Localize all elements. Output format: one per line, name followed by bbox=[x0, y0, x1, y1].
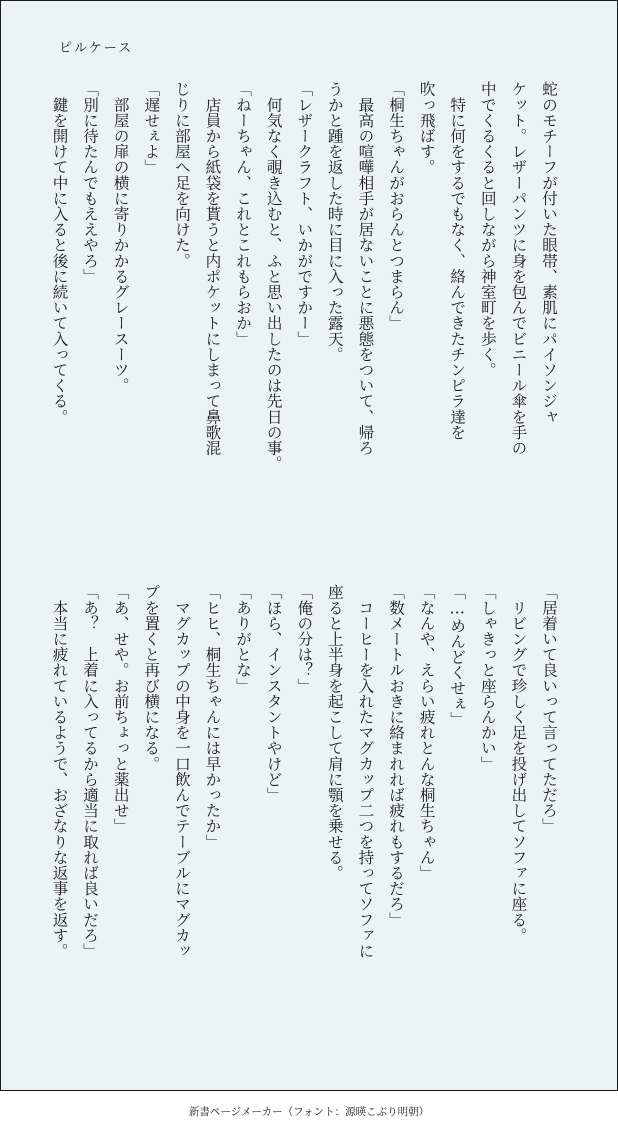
text-line: 「なんや、えらい疲れとんな桐生ちゃん」 bbox=[417, 584, 436, 881]
text-line: 吹っ飛ばす。 bbox=[417, 81, 436, 175]
text-line: ケット。レザーパンツに身を包んでビニール傘を手の bbox=[509, 81, 528, 456]
text-line: 「桐生ちゃんがおらんとつまらん」 bbox=[387, 81, 406, 331]
text-line: うかと踵を返した時に目に入った露天。 bbox=[325, 81, 344, 362]
text-line: 「数メートルおきに絡まれれば疲れもするだろ」 bbox=[387, 584, 406, 928]
text-line: 「あ？ 上着に入ってるから適当に取れば良いだろ」 bbox=[81, 584, 100, 959]
text-line: 「しゃきっと座らんかい」 bbox=[478, 584, 497, 772]
text-line: 特に何をするでもなく、絡んできたチンピラ達を bbox=[448, 81, 467, 440]
text-line: 「遅せぇよ」 bbox=[142, 81, 161, 175]
text-line: 中でくるくると回しながら神室町を歩く。 bbox=[478, 81, 497, 378]
text-line: 「…めんどくせぇ」 bbox=[448, 584, 467, 727]
text-line: 「居着いて良いって言ってただろ」 bbox=[540, 584, 558, 834]
text-line: 「俺の分は？」 bbox=[295, 584, 314, 694]
running-title: ピルケース bbox=[59, 41, 134, 56]
text-line: 「ほら、インスタントやけど」 bbox=[264, 584, 283, 803]
text-line: 「あ、せや。お前ちょっと薬出せ」 bbox=[111, 584, 130, 834]
text-line: コーヒーを入れたマグカップ二つを持ってソファに bbox=[356, 584, 375, 959]
text-line: プを置くと再び横になる。 bbox=[142, 584, 161, 772]
text-line: 部屋の扉の横に寄りかかるグレースーツ。 bbox=[111, 81, 130, 393]
text-line: 何気なく覗き込むと、ふと思い出したのは先日の事。 bbox=[264, 81, 283, 471]
text-line: 店員から紙袋を貰うと内ポケットにしまって鼻歌混 bbox=[203, 81, 222, 456]
generator-credit: 新書ページメーカー（フォント：源暎こぶり明朝） bbox=[188, 1106, 430, 1118]
lower-text-column bbox=[50, 584, 563, 1089]
text-line: 本当に疲れているようで、おざなりな返事を返す。 bbox=[50, 584, 69, 959]
text-line: 「ありがとな」 bbox=[234, 584, 253, 694]
text-line: 鍵を開けて中に入ると後に続いて入ってくる。 bbox=[50, 81, 69, 425]
text-line: 「別に待たんでもええやろ」 bbox=[81, 81, 100, 284]
text-line: マグカップの中身を一口飲んでテーブルにマグカッ bbox=[172, 584, 191, 959]
text-line: リビングで珍しく足を投げ出してソファに座る。 bbox=[509, 584, 528, 943]
text-line: 座ると上半身を起こして肩に顎を乗せる。 bbox=[325, 584, 344, 881]
text-line: じりに部屋へ足を向けた。 bbox=[172, 81, 191, 269]
text-line: 「レザークラフト、いかがですかー」 bbox=[295, 81, 314, 347]
text-line: 最高の喧嘩相手が居ないことに悪態をついて、帰ろ bbox=[356, 81, 375, 456]
text-line: 「ヒヒ、桐生ちゃんには早かったか」 bbox=[203, 584, 222, 850]
text-line: 蛇のモチーフが付いた眼帯、素肌にパイソンジャ bbox=[540, 81, 558, 425]
upper-text-column bbox=[50, 81, 563, 586]
text-line: 「ねーちゃん、これとこれもらおか」 bbox=[234, 81, 253, 347]
